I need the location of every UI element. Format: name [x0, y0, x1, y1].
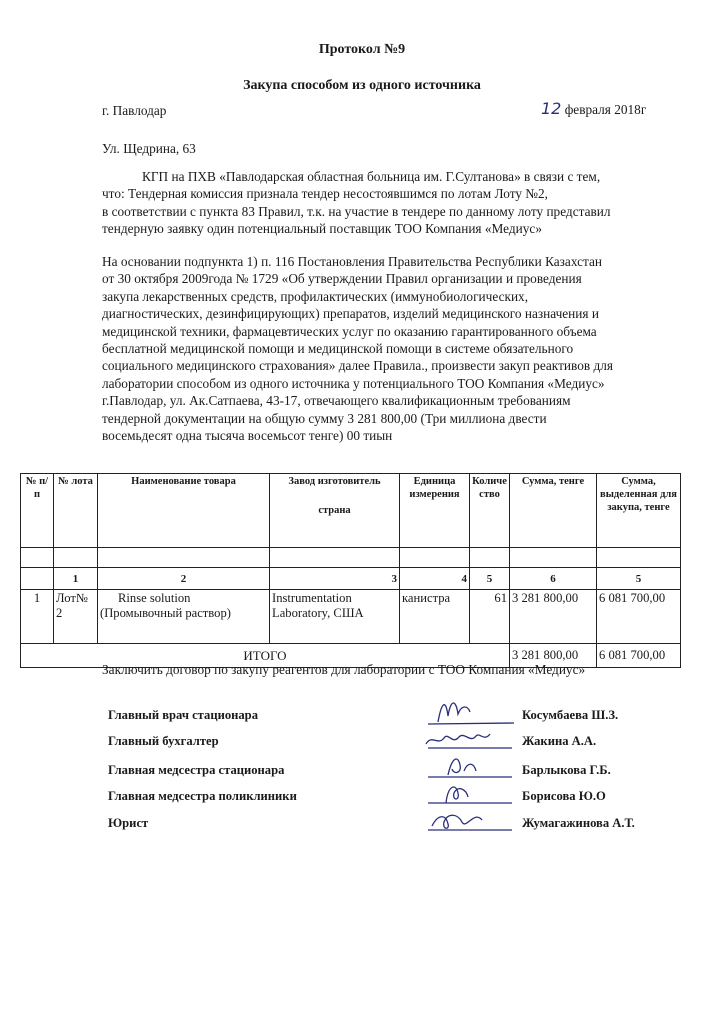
col-number: 3 — [270, 568, 400, 590]
total-label: ИТОГО — [21, 644, 510, 668]
table-column-number-row — [21, 568, 681, 590]
paragraph-line: восемьдесят одна тысяча восемьсот тенге) 00 тиын — [102, 428, 393, 444]
col-number: 1 — [54, 568, 98, 590]
col-header-maker — [270, 474, 400, 548]
cell-qty: 61 — [470, 590, 510, 644]
total-sum: 3 281 800,00 — [510, 644, 597, 668]
paragraph-line: социального медицинского страхования» далее Правила., произвести закуп реактивов для — [102, 358, 613, 374]
paragraph-line: бесплатной медицинской помощи и медицинской помощи в системе обязательного — [102, 341, 574, 357]
paragraph-line: в соответствии с пункта 83 Правил, т.к. на участие в тендере по данному лоту представил — [102, 203, 611, 219]
cell-lot: Лот№ 2 — [54, 590, 98, 644]
cell-name-line1: Rinse solution — [118, 591, 191, 605]
col-number: 4 — [400, 568, 470, 590]
col-header-sum: Сумма, тенге — [510, 474, 597, 548]
lots-table — [20, 473, 681, 668]
signature-role: Главная медсестра стационара — [108, 763, 285, 777]
cell-unit: канистра — [400, 590, 470, 644]
paragraph-line: закупа лекарственных средств, профилактических (иммунобиологических, — [102, 288, 529, 304]
paragraph-line: КГП на ПХВ «Павлодарская областная больница им. Г.Султанова» в связи с тем, — [142, 169, 601, 184]
address-line: Ул. Щедрина, 63 — [102, 141, 196, 156]
table-empty-row — [21, 548, 681, 568]
col-header-maker-line2: страна — [318, 505, 351, 516]
total-sum-alloc: 6 081 700,00 — [597, 644, 681, 668]
document-subtitle: Закупа способом из одного источника — [243, 78, 481, 93]
paragraph-line: лаборатории способом из одного источника у потенциального ТОО Компания «Медиус» — [102, 375, 605, 391]
cell-sum-alloc: 6 081 700,00 — [597, 590, 681, 644]
cell-sum: 3 281 800,00 — [510, 590, 597, 644]
paragraph-line: тендерной документации на общую сумму 3 281 800,00 (Три миллиона двести — [102, 410, 547, 426]
date-line — [541, 100, 646, 118]
signature-name: Жакина А.А. — [522, 734, 597, 748]
cell-name — [98, 590, 270, 644]
paragraph-intro — [102, 168, 672, 238]
col-header-qty: Количе ство — [470, 474, 510, 548]
date-month-year: февраля 2018г — [564, 102, 647, 117]
paragraph-line: от 30 октября 2009года № 1729 «Об утверждении Правил организации и проведения — [102, 271, 582, 287]
paragraph-line: медицинской техники, фармацевтических услуг по оказанию гарантированного объема — [102, 323, 597, 339]
paragraph-line: г.Павлодар, ул. Ак.Сатпаева, 43-17, отвечающего квалификационным требованиям — [102, 393, 571, 409]
signature-role: Главная медсестра поликлиники — [108, 789, 297, 803]
col-number: 2 — [98, 568, 270, 590]
handwritten-day: 12 — [541, 99, 562, 118]
cell-num: 1 — [21, 590, 54, 644]
signature-row — [108, 785, 668, 809]
signature-row — [108, 730, 668, 754]
signature-row — [108, 704, 668, 728]
signature-name: Косумбаева Ш.З. — [522, 708, 619, 722]
col-header-maker-line1: Завод изготовитель — [288, 476, 381, 487]
cell-name-line2: (Промывочный раствор) — [100, 606, 231, 620]
table-header-row — [21, 474, 681, 548]
col-header-lot: № лота — [54, 474, 98, 548]
signature-name: Жумагажинова А.Т. — [522, 816, 635, 830]
signature-role: Главный врач стационара — [108, 708, 258, 722]
handwritten-signature — [418, 802, 518, 836]
city-line: г. Павлодар — [102, 103, 167, 118]
paragraph-basis — [102, 253, 672, 444]
document-title: Протокол №9 — [318, 42, 406, 57]
col-number: 5 — [470, 568, 510, 590]
col-header-num: № п/п — [21, 474, 54, 548]
col-number-blank — [21, 568, 54, 590]
col-header-unit: Единица измерения — [400, 474, 470, 548]
signature-row — [108, 759, 668, 783]
signature-name: Барлыкова Г.Б. — [522, 763, 611, 777]
signature-row — [108, 812, 668, 836]
col-number: 5 — [597, 568, 681, 590]
signature-name: Борисова Ю.О — [522, 789, 606, 803]
col-number: 6 — [510, 568, 597, 590]
signature-role: Главный бухгалтер — [108, 734, 219, 748]
paragraph-line: тендерную заявку один потенциальный поставщик ТОО Компания «Медиус» — [102, 221, 542, 237]
col-header-name: Наименование товара — [98, 474, 270, 548]
table-row — [21, 590, 681, 644]
paragraph-line: На основании подпункта 1) п. 116 Постановления Правительства Республики Казахстан — [102, 254, 602, 269]
conclusion-line: Заключить договор по закупу реагентов для лаборатории с ТОО Компания «Медиус» — [102, 662, 586, 677]
paragraph-line: что: Тендерная комиссия признала тендер несостоявшимся по лотам Лоту №2, — [102, 186, 548, 202]
col-header-sum-alloc: Сумма, выделенная для закупа, тенге — [597, 474, 681, 548]
paragraph-line: диагностических, дезинфицирующих) препаратов, изделий медицинского назначения и — [102, 306, 599, 322]
signature-role: Юрист — [108, 816, 149, 830]
cell-maker: Instrumentation Laboratory, США — [270, 590, 400, 644]
